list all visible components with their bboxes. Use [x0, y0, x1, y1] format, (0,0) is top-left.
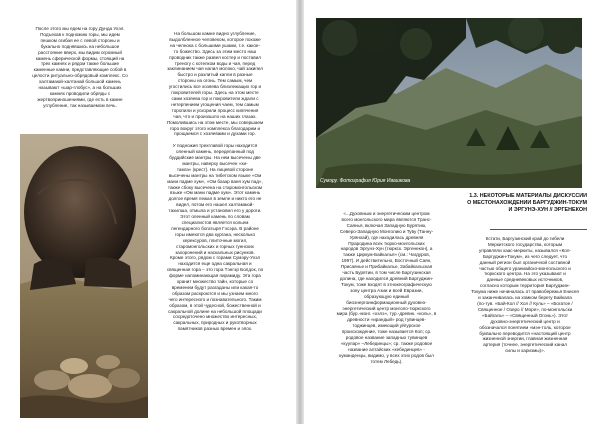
paragraph: «...Духовным и энергетическим центром всего монгольского мира являются Транс- Саянья, включая Западную Бурятию, Северо-Западную Монголию и Туву (Танну- Урянхай), где находилась древняя Прародина всех тюрко-монгольских народов Эргунэ-Хун (тюркск. Эргенекон), а также Циркум-Байкалья» (см.: Чагдуров, 1997). И действительно, Восточный Саян, Присаянье и Прибайкалье, Забайкальская часть Бурятии, в том числе Баргузинская долина, где находился древний Баргуджин- Токум, тоже входят в этнокеографическую зону центра Азии и всей Евразии, образующую единый биоэнергоинформационный духовно- энергетический центр монголо-тюркского мира (бур.-монг. «хэлэ», тур.-древнк. «коль», в древности «ирандый» род тувинцев- тоджинцев, имеющий уйгурское происхождение, тоже называется Кол; ср. родовое название западных тувинцев «куулар» –Лебединцы»; ср. также родовое название алтайских «кебединцев» - куманденцы, видимо, у всех этих родов был тотем Лебедь).: [336, 211, 437, 364]
paragraph: На большом камне видно углубление, выдолбленное человеком, которое похоже на челнока с большими ушами, т.е. какое- то божество. Здесь за этим место наш проводник также развел костер и поставил треногу с котелком воды и чая, перед заклинанием чая налил молоко, чай закипел быстро и разлитый капли в разные стороны на огонь. Тем самым, чем угостились все хозяева близлежащих гор и покровителей горы. Здесь на этом месте сами хозяева гор и покровители ждали с нетерпением угощения чаем, тем самым торопили и ускорили процесс кипячения чая, что и произошло на наших глазах. Помолившись на этом месте, мы совершаем горо вокруг этого комплекса благодарим и прощаемся с хозяевами и духами гор.: [166, 31, 264, 137]
right-column-1: [316, 211, 457, 423]
paragraph: У подножия трехглавой горы находится оленный камень, переделанный под буддийские мантры. На нем высечены две мантры, наверху высечен «хи- тамга» (крест). На лицевой стороне высечены мантры на тибетском языке «Ом мани падме хум», «Ом базар ваня хум пад», также сбоку высечена на старомонгольском языке «Ом мани падме хум». Этот камень долгое время лежал в земле и никто его не видел, потом его нашел халтамаюй- тахилша, отмыла и установил его у дороги. Этот оленный камень по словам специалистов является кольем легендарного богатыря Гэсэра. В районе горы имеются два кургана, несколько херексуров, плиточные могил, старомонгольских и горных гуннских захоронений и наскальных рисунков. Кроме этого, рядом с горами Сумэру-Ухэл находится еще одна сакральная и священная гора – это гора Тэнгэр Болдок, по форме напоминающая пирамиду. Эта гора хранит множество тайн, которые со временем будут разгаданы или какая-то образом раскроются и мы узнаем много чего интересного и познавательного. Таким образом, в этой чудесной, божественной и сакральной долине на небольшой площади сосредоточено множество интересных, сакральных, природных и рукотворных памятников разных времен и эпох.: [166, 143, 264, 332]
photo-caption: Сумэру. Фотография Юрия Ивашкова: [320, 178, 411, 184]
paragraph: Кстати, Баргузинский край до гибели Меркитского государства, которым управляли хаас-меркиты, назывался «Кол- Баргуджин-Токум», из чего следует, что данный регион был органичной составной частью общего ураниайско-монгольского и тюркского центра. На это указывают и данные средневековых источников, согласно которым территория Баргуджин- Токума ниже начиналась от правобережья Енисея и заканчивалась на хомком берегу Байкала (по-тув. «Бай-Кол // Хол // Куль» – «Богатое / Священное / Озеро // Море», по-монгольски «Байгаль» – «Священный Огонь»). Этот духовно-энергетический центр и обозначался понятием «мэн-толь, которое буквально переводится «настоящий центр жизненной энергии, главная жизненная артерия (точнее, энергетический канал силы и харизмы)».: [471, 236, 579, 354]
stone-mound-photo-icon: [20, 134, 148, 418]
left-column-2: [154, 31, 276, 421]
paragraph: После этого мы едем на гору Дунда Ухэл. Подъехав к подножию горы, мы идем пешком огибая ее с левой стороны и букально поднявшись на небольшое расстояние вверх, мы видим огромный камень сферической формы, стоящий на трех камнях и рядом также большие каменные камни, представляющие собой в целости ритуально-обрядовый комплекс. Со халтамаюй-халтанай большой камень называют «шар-глобус», а на больших камнях проводили обряды с жертвоприношениями, где есть в камне углубление, так называемом печь.: [32, 26, 128, 108]
heading-divider: [490, 229, 587, 230]
landscape-photo: [316, 18, 582, 188]
section-heading: 1.3. НЕКОТОРЫЕ МАТЕРИАЛЫ ДИСКУССИИ О МЕСТОНАХОЖДЕНИИ БАРГУДЖИН-ТОКУМ И ЭРГУНЭ-ХУН // ЭРГЕНЕКОН: [467, 193, 587, 213]
left-column-1: [20, 26, 140, 130]
right-page: [300, 0, 600, 424]
mountain-landscape-photo-icon: [316, 18, 582, 188]
right-column-2: [463, 236, 587, 424]
